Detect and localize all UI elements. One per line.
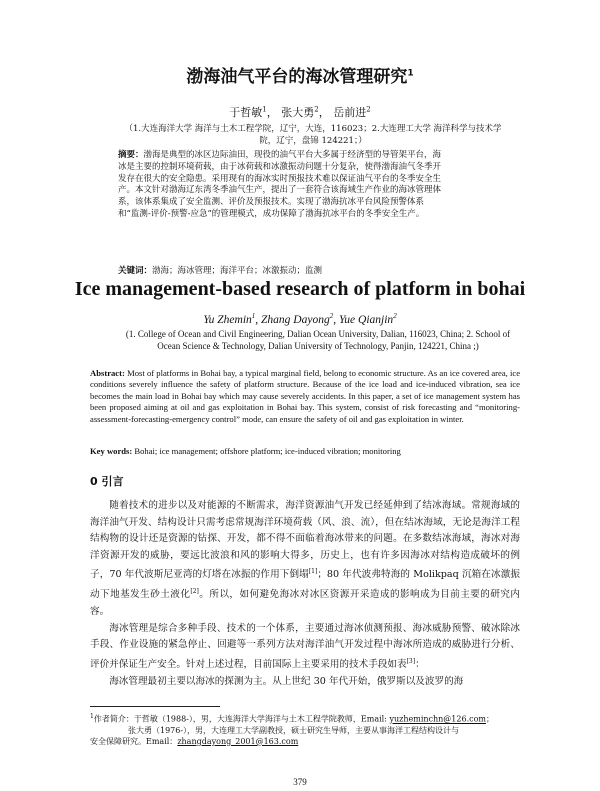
citation: [3] [406, 657, 416, 665]
paragraph-text: 随着技术的进步以及对能源的不断需求，海洋资源油气开发已经延伸到了结冰海域。常规海域的海洋油气开发、结构设计只需考虑常规海洋环境荷载（风、浪、流），但在结冰海域，无论是海洋工程结构物的设计还是资源的钻探、开发，都不得不面临着海冰带来的问题。在多数结冰海域，海冰对海洋资源开发的威胁，要远比波浪和风的影响大得多，历史上，也有许多因海冰对结构造成破坏的例子，70 年代波斯尼亚湾的灯塔在冰振的作用下倒塌 [90, 500, 520, 581]
footnote-line: 张大勇（1976-），男，大连理工大学副教授，硕士研究生导师，主要从事海洋工程结构设计与 [128, 725, 460, 735]
author-name: 岳前进 [333, 106, 367, 119]
footnote-text: 作者简介：于哲敏（1988-），男，大连海洋大学海洋与土木工程学院教师，Email: [93, 714, 390, 724]
paragraph-text: 。所以，如何避免海冰对冰区资源开采造成的影响成为目前主要的研究内容。 [90, 589, 521, 617]
footnote-marker: 1 [90, 713, 94, 720]
author-name: 张大勇 [281, 106, 315, 119]
footnote-line [90, 711, 520, 725]
abstract-text: 渤海是典型的冰区边际油田，现役的油气平台大多属于经济型的导管架平台，海冰是主要的控制环境荷载，由于冰荷载和冰激振动问题十分复杂，使得渤海油气冬季开发存在很大的安全隐患。采用现有的海冰实时预报技术难以保证油气平台的冬季安全生产。本文针对渤海辽东湾冬季油气生产，提出了一套符合该海域生产作业的海冰管理体系，该体系集成了安全监测、评价及预报技术。实现了渤海抗冰平台风险预警体系和“监测-评价-预警-应急”的管理模式，成功保障了渤海抗冰平台的冬季安全生产。 [118, 150, 442, 219]
chinese-title: 渤海油气平台的海冰管理研究$^1$ [186, 67, 414, 87]
title-footnote-marker: 1 [407, 68, 414, 79]
body-text [90, 498, 520, 690]
chinese-abstract [118, 150, 443, 221]
english-authors: Yu Zhemin$^1$, Zhang Dayong$^2$, Yue Qianjin$^2$ [203, 312, 397, 326]
author-affil-mark: 2 [329, 312, 334, 320]
chinese-authors: 于哲敏$^1$， 张大勇$^2$， 岳前进$^2$ [229, 105, 371, 119]
footnote-text: 安全保障研究。Email： [90, 736, 178, 746]
footnote [90, 711, 520, 747]
keywords-text: 渤海；海冰管理；海洋平台；冰激振动；监测 [152, 266, 323, 276]
english-affiliation: (1. College of Ocean and Civil Engineering, Dalian Ocean University, Dalian, 116023, China; 2. School of Ocean Science & Technology, Dalian University of Technology, Panjin, 124221, China ;) [125, 329, 511, 351]
keywords-text: Bohai; ice management; offshore platform; ice-induced vibration; monitoring [134, 446, 401, 456]
author-affil-mark: 1 [262, 105, 267, 114]
footnote-line [90, 736, 520, 747]
paragraph-text: 海冰管理是综合多种手段、技术的一个体系，主要通过海冰侦测预报、海冰威胁预警、破冰除冰手段、作业设施的紧急停止、回避等一系列方法对海洋油气开发过程中海冰所造成的威胁进行分析、评价并保证生产安全。针对上述过程，目前国际上主要采用的技术手段如表 [90, 622, 520, 670]
author-email-link[interactable]: yuzheminchn@126.com [389, 714, 487, 724]
section-heading: 0 引言 [90, 475, 124, 488]
author-affil-mark: 2 [393, 312, 397, 320]
author-affil-mark: 2 [366, 105, 371, 114]
english-abstract [90, 368, 520, 425]
english-title: Ice management-based research of platform in bohai [74, 278, 526, 300]
paragraph: 海冰管理最初主要以海冰的探测为主。从上世纪 30 年代开始，俄罗斯以及波罗的海 [109, 675, 464, 687]
author-name: Yu Zhemin [203, 313, 252, 326]
abstract-text: Most of platforms in Bohai bay, a typical marginal field, belong to economic structure. As an ice covered area, ice conditions severely influence the safety of platform structure. Because of the ice load and ice-induced vibration, sea ice becomes the main load in Bohai bay which may cause severely accidents. In this paper, a set of ice management system has been proposed aiming at oil and gas exploitation in Bohai bay. This system, consist of risk forecasting and “monitoring-assessment-forecasting-emergency control” mode, can ensure the safety of oil and gas exploitation in winter. [90, 368, 521, 424]
keywords-label: 关键词： [118, 266, 153, 276]
chinese-keywords [118, 264, 443, 276]
abstract-label: Abstract: [90, 368, 125, 378]
english-keywords [90, 446, 520, 456]
citation: [1] [308, 568, 318, 576]
paragraph-text: ；80 年代波弗特海的 Molikpaq 沉箱在冰激振动下地基发生砂土液化 [90, 569, 520, 601]
author-email-link[interactable]: zhangdayong_2001@163.com [177, 736, 299, 746]
author-affil-mark: 1 [251, 312, 256, 320]
paragraph [90, 498, 520, 621]
keywords-label: Key words: [90, 446, 133, 456]
author-name: Yue Qianjin [338, 313, 394, 326]
page-number: 379 [293, 777, 307, 787]
footnote-divider [90, 706, 220, 707]
author-name: 于哲敏 [229, 106, 263, 119]
paragraph-text: ： [415, 658, 425, 670]
footnote-text: ； [486, 714, 495, 724]
paragraph [90, 621, 520, 674]
abstract-label: 摘要： [118, 150, 144, 160]
author-name: Zhang Dayong [261, 313, 330, 326]
author-affil-mark: 2 [314, 105, 319, 114]
citation: [2] [190, 588, 199, 596]
chinese-affiliation: （1.大连海洋大学 海洋与土木工程学院，辽宁，大连，116023；2.大连理工大学 海洋科学与技术学院，辽宁，盘锦 124221；） [124, 124, 502, 146]
